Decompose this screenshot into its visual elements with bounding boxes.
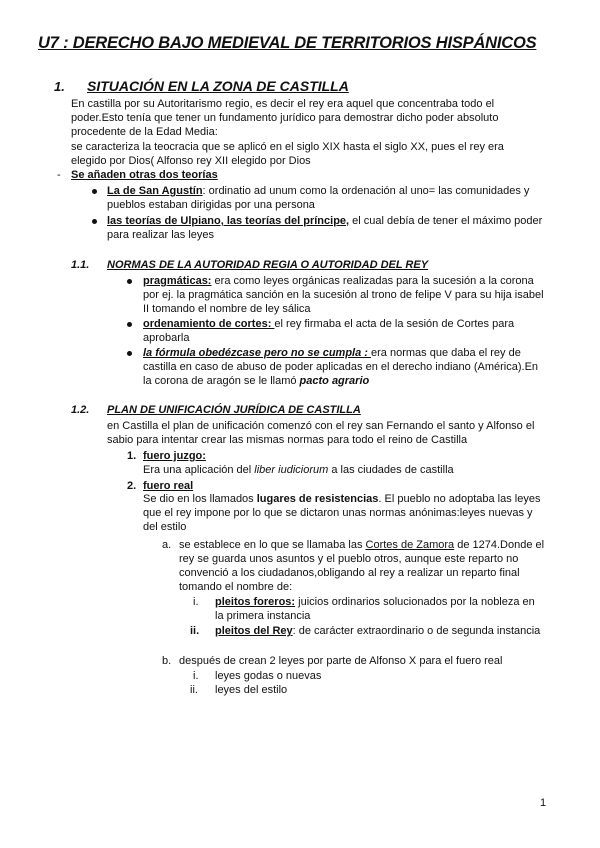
bullet-text: la corona de aragón se le llamó bbox=[143, 375, 300, 387]
page-number: 1 bbox=[540, 797, 547, 809]
bullet-item bbox=[143, 274, 534, 288]
bullet-icon bbox=[92, 189, 97, 194]
subsublist-marker: ii. bbox=[190, 625, 200, 637]
list-text: Se dio en los llamados bbox=[143, 493, 257, 505]
document-title: U7 : DERECHO BAJO MEDIEVAL DE TERRITORIOS HISPÁNICOS bbox=[38, 34, 537, 52]
s1-paragraph-line: se caracteriza la teocracia que se aplicó en el siglo XIX hasta el siglo XX, pues el rey era bbox=[71, 141, 504, 153]
bullet-text-line: pueblos estaban dirigidas por una persona bbox=[107, 199, 315, 211]
list-text: . El pueblo no adoptaba las leyes bbox=[378, 493, 541, 505]
sublist-item bbox=[179, 538, 544, 552]
sublist-text: se establece en lo que se llamaba las bbox=[179, 539, 366, 551]
sublist-marker: b. bbox=[162, 655, 172, 667]
bullet-text-line: para realizar las leyes bbox=[107, 229, 214, 241]
dash-bullet: - bbox=[57, 169, 61, 181]
sublist-text-line: tomando el nombre de: bbox=[179, 581, 293, 593]
bullet-label: las teorías de Ulpiano, las teorías del príncipe, bbox=[107, 215, 350, 227]
bullet-text: : ordinatio ad unum como la ordenación al uno= las comunidades y bbox=[202, 185, 530, 197]
subsublist-text-line: la primera instancia bbox=[215, 610, 311, 622]
list-number: 1. bbox=[127, 450, 137, 462]
s1-paragraph-line: elegido por Dios( Alfonso rey XII elegido por Dios bbox=[71, 155, 311, 167]
sublist-text-line: convenció a los ciudadanos,obligando al rey a realizar un reparto final bbox=[179, 567, 520, 579]
sublist-text-line: rey se guarda unos asuntos y el pueblo otros, aunque este reparto no bbox=[179, 553, 519, 565]
subsublist-text-line: leyes godas o nuevas bbox=[215, 670, 322, 682]
list-text: a las ciudades de castilla bbox=[328, 464, 454, 476]
list-item-text bbox=[143, 492, 540, 506]
bullet-text-line: castilla en caso de abuso de poder aplicadas en el derecho indiano (América).En bbox=[143, 361, 539, 373]
subsublist-item bbox=[215, 624, 540, 638]
section-1-number: 1. bbox=[54, 79, 65, 94]
bullet-text-line: II tomando el nombre de ley sálica bbox=[143, 303, 311, 315]
sublist-text-line: después de crean 2 leyes por parte de Alfonso X para el fuero real bbox=[179, 655, 503, 667]
s1-paragraph-line: procedente de la Edad Media: bbox=[71, 126, 218, 138]
list-number: 2. bbox=[127, 480, 137, 492]
bullet-icon bbox=[92, 219, 97, 224]
subsublist-text: : de carácter extraordinario o de segunda instancia bbox=[292, 625, 541, 637]
subsublist-label: pleitos del Rey bbox=[215, 625, 293, 637]
s1-paragraph-line: En castilla por su Autoritarismo regio, es decir el rey era aquel que concentraba todo el bbox=[71, 98, 495, 110]
bullet-label: La de San Agustín bbox=[107, 185, 203, 197]
emphasis-text: lugares de resistencias bbox=[256, 493, 379, 505]
bullet-text-line: aprobarla bbox=[143, 332, 190, 344]
section-1-1-number: 1.1. bbox=[71, 259, 90, 271]
list-text-line: que el rey impone por lo que se dictaron unas normas anónimas:leyes nuevas y bbox=[143, 507, 533, 519]
list-text: Era una aplicación del bbox=[143, 464, 255, 476]
bullet-text-line bbox=[143, 374, 369, 388]
emphasis-text: liber iudiciorum bbox=[254, 464, 329, 476]
subsublist-label: pleitos foreros: bbox=[215, 596, 296, 608]
bullet-icon bbox=[127, 351, 132, 356]
bullet-item bbox=[143, 346, 521, 360]
subsublist-text-line: leyes del estilo bbox=[215, 684, 288, 696]
emphasis-text: pacto agrario bbox=[299, 375, 370, 387]
section-1-2-number: 1.2. bbox=[71, 404, 90, 416]
bullet-text: el cual debía de tener el máximo poder bbox=[349, 215, 543, 227]
fuero-real-label: fuero real bbox=[143, 480, 194, 492]
bullet-text: era como leyes orgánicas realizadas para la sucesión a la corona bbox=[211, 275, 534, 287]
section-1-1-heading: NORMAS DE LA AUTORIDAD REGIA O AUTORIDAD DEL REY bbox=[107, 259, 429, 271]
bullet-text-line: por ej. la pragmática sanción en la sucesión al trono de felipe V para su hija isabel bbox=[143, 289, 544, 301]
bullet-text: el rey firmaba el acta de la sesión de Cortes para bbox=[274, 318, 515, 330]
bullet-item bbox=[107, 184, 529, 198]
bullet-label: ordenamiento de cortes: bbox=[143, 318, 275, 330]
section-1-2-heading: PLAN DE UNIFICACIÓN JURÍDICA DE CASTILLA bbox=[107, 404, 361, 416]
bullet-text: era normas que daba el rey de bbox=[371, 347, 521, 359]
subsublist-marker: ii. bbox=[190, 684, 198, 696]
bullet-label: la fórmula obedézcase pero no se cumpla : bbox=[143, 347, 372, 359]
s1-paragraph-line: poder.Esto tenía que tener un fundamento jurídico para demostrar dicho poder absoluto bbox=[71, 112, 499, 124]
subsublist-marker: i. bbox=[193, 670, 199, 682]
subsublist-item bbox=[215, 595, 535, 609]
bullet-item bbox=[107, 214, 542, 228]
section-1-heading: SITUACIÓN EN LA ZONA DE CASTILLA bbox=[87, 78, 349, 94]
sublist-text: de 1274.Donde el bbox=[454, 539, 545, 551]
bullet-icon bbox=[127, 279, 132, 284]
emphasis-text: Cortes de Zamora bbox=[365, 539, 455, 551]
bullet-label: pragmáticas: bbox=[143, 275, 212, 287]
bullet-icon bbox=[127, 322, 132, 327]
s12-paragraph-line: sabio para intentar crear las mismas normas para todo el reino de Castilla bbox=[107, 434, 468, 446]
added-theories-label: Se añaden otras dos teorías bbox=[71, 169, 218, 181]
list-item-text bbox=[143, 463, 454, 477]
fuero-juzgo-label: fuero juzgo: bbox=[143, 450, 206, 462]
subsublist-marker: i. bbox=[193, 596, 199, 608]
s12-paragraph-line: en Castilla el plan de unificación comenzó con el rey san Fernando el santo y Alfonso el bbox=[107, 420, 535, 432]
bullet-item bbox=[143, 317, 514, 331]
subsublist-text: juicios ordinarios solucionados por la nobleza en bbox=[295, 596, 535, 608]
list-text-line: del estilo bbox=[143, 521, 187, 533]
sublist-marker: a. bbox=[162, 539, 172, 551]
